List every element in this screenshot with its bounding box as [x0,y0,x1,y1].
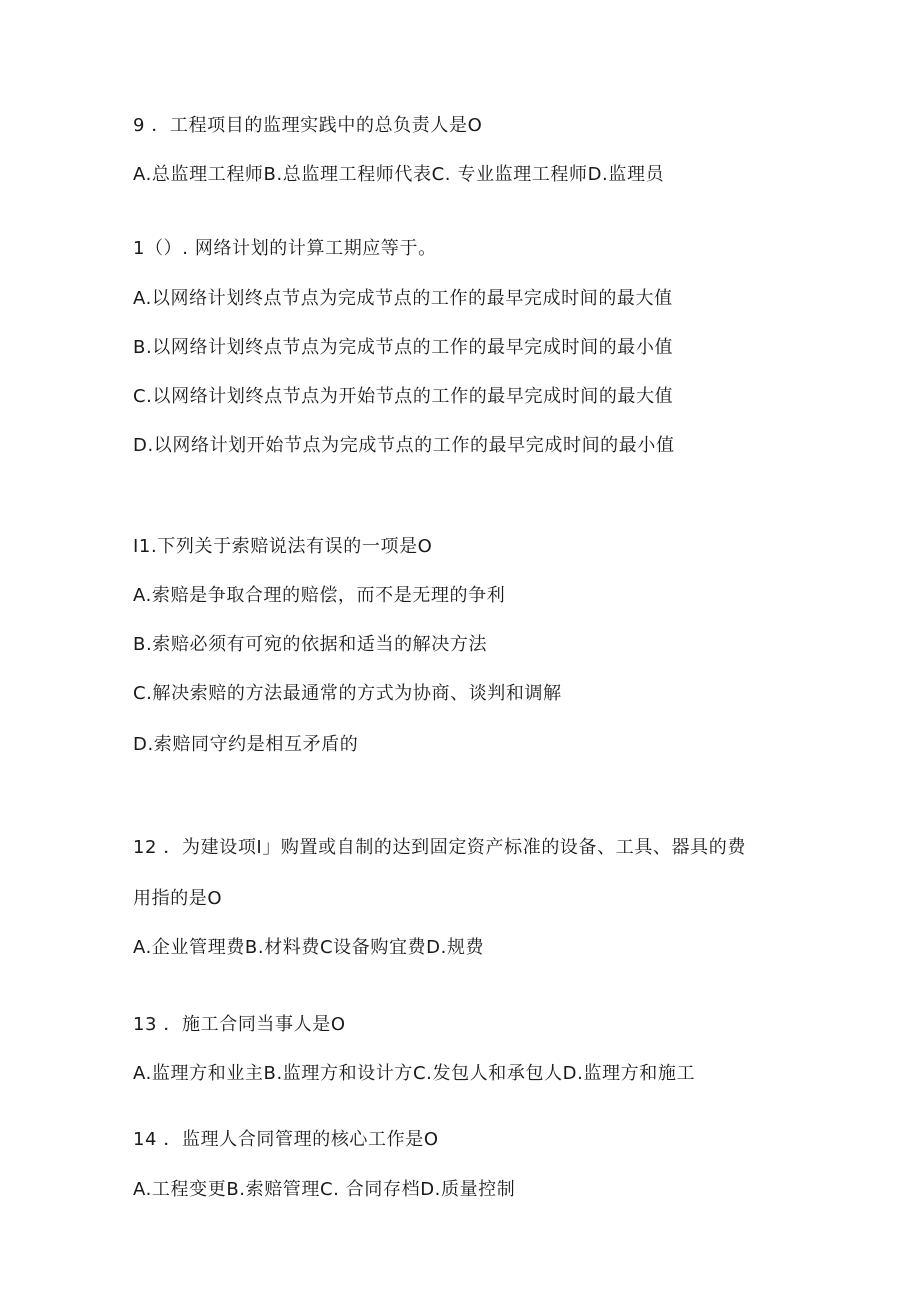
question-10-option-c: C.以网络计划终点节点为开始节点的工作的最早完成时间的最大值 [133,386,674,407]
question-13-stem: 13 ．施工合同当事人是O [133,1014,346,1035]
question-12-options: A.企业管理费B.材料费C设备购宜费D.规费 [133,937,485,958]
question-10-option-a: A.以网络计划终点节点为完成节点的工作的最早完成时间的最大值 [133,288,673,309]
question-11-option-d: D.索赔同守约是相互矛盾的 [133,734,359,755]
question-11-stem: I1.下列关于索赔说法有误的一项是O [133,536,433,557]
question-13-options: A.监理方和业主B.监理方和设计方C.发包人和承包人D.监理方和施工 [133,1063,696,1084]
question-14-stem: 14 ．监理人合同管理的核心工作是O [133,1129,439,1150]
question-10-option-b: B.以网络计划终点节点为完成节点的工作的最早完成时间的最小值 [133,337,674,358]
question-11-option-c: C.解决索赔的方法最通常的方式为协商、谈判和调解 [133,683,562,704]
question-9-stem: 9 ．工程项目的监理实践中的总负责人是O [133,115,483,136]
question-10-stem: 1（）. 网络计划的计算工期应等于。 [133,238,437,259]
question-9-options: A.总监理工程师B.总监理工程师代表C. 专业监理工程师D.监理员 [133,164,665,185]
question-11-option-a: A.索赔是争取合理的赔偿，而不是无理的争利 [133,585,506,606]
question-11-option-b: B.索赔必须有可宛的依据和适当的解决方法 [133,634,488,655]
question-12-stem-line-2: 用指的是O [133,888,223,909]
question-10-option-d: D.以网络计划开始节点为完成节点的工作的最早完成时间的最小值 [133,435,675,456]
question-12-stem-line-1: 12 ．为建设项I」购置或自制的达到固定资产标准的设备、工具、器具的费 [133,837,746,858]
question-14-options: A.工程变更B.索赔管理C. 合同存档D.质量控制 [133,1179,516,1200]
